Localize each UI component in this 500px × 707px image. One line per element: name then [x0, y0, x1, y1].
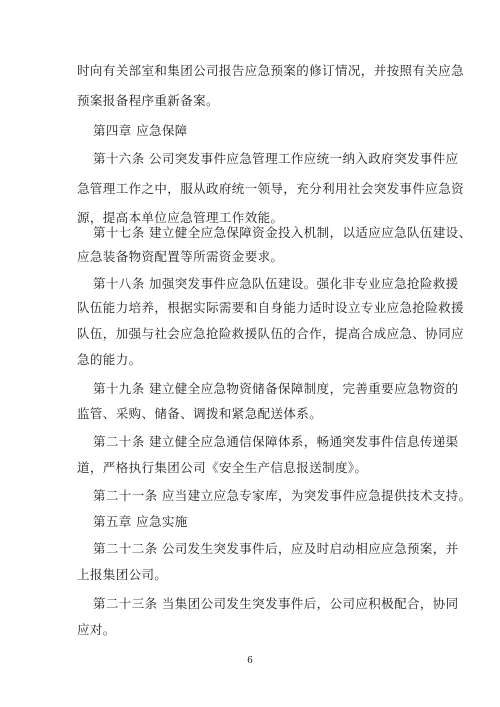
text-line: 第十九条 建立健全应急物资储备保障制度，完善重要应急物资的 — [93, 381, 459, 396]
text-line: 第二十一条 应当建立应急专家库，为突发事件应急提供技术支持。 — [93, 488, 472, 503]
text-line: 第十七条 建立健全应急保障资金投入机制，以适应应急队伍建设、 — [93, 225, 472, 240]
text-line: 急的能力。 — [77, 352, 142, 367]
text-line: 上报集团公司。 — [77, 567, 168, 582]
text-line: 应急装备物资配置等所需资金要求。 — [77, 249, 284, 264]
text-line: 第二十条 建立健全应急通信保障体系，畅通突发事件信息传递渠 — [93, 434, 459, 449]
text-line: 预案报备程序重新备案。 — [77, 93, 219, 108]
text-line: 急管理工作之中，服从政府统一领导，充分利用社会突发事件应急资 — [77, 181, 465, 196]
text-line: 第二十三条 当集团公司发生突发事件后，公司应积极配合，协同 — [93, 596, 459, 611]
text-line: 第十八条 加强突发事件应急队伍建设。强化非专业应急抢险救援 — [93, 276, 459, 291]
text-line: 监管、采购、储备、调拨和紧急配送体系。 — [77, 406, 323, 421]
text-line: 源，提高本单位应急管理工作效能。 — [77, 210, 284, 225]
text-line: 队伍，加强与社会应急抢险救援队伍的合作，提高合成应急、协同应 — [77, 326, 465, 341]
chapter-heading: 第四章 应急保障 — [93, 123, 188, 138]
text-line: 队伍能力培养，根据实际需要和自身能力适时设立专业应急抢险救援 — [77, 300, 465, 315]
chapter-heading: 第五章 应急实施 — [93, 514, 188, 529]
text-line: 道，严格执行集团公司《安全生产信息报送制度》。 — [77, 460, 368, 475]
text-line: 第十六条 公司突发事件应急管理工作应统一纳入政府突发事件应 — [93, 151, 459, 166]
page-number: 6 — [247, 656, 253, 666]
text-line: 时向有关部室和集团公司报告应急预案的修订情况，并按照有关应急 — [77, 63, 465, 78]
text-line: 应对。 — [77, 622, 116, 637]
text-line: 第二十二条 公司发生突发事件后，应及时启动相应应急预案，并 — [93, 541, 459, 556]
